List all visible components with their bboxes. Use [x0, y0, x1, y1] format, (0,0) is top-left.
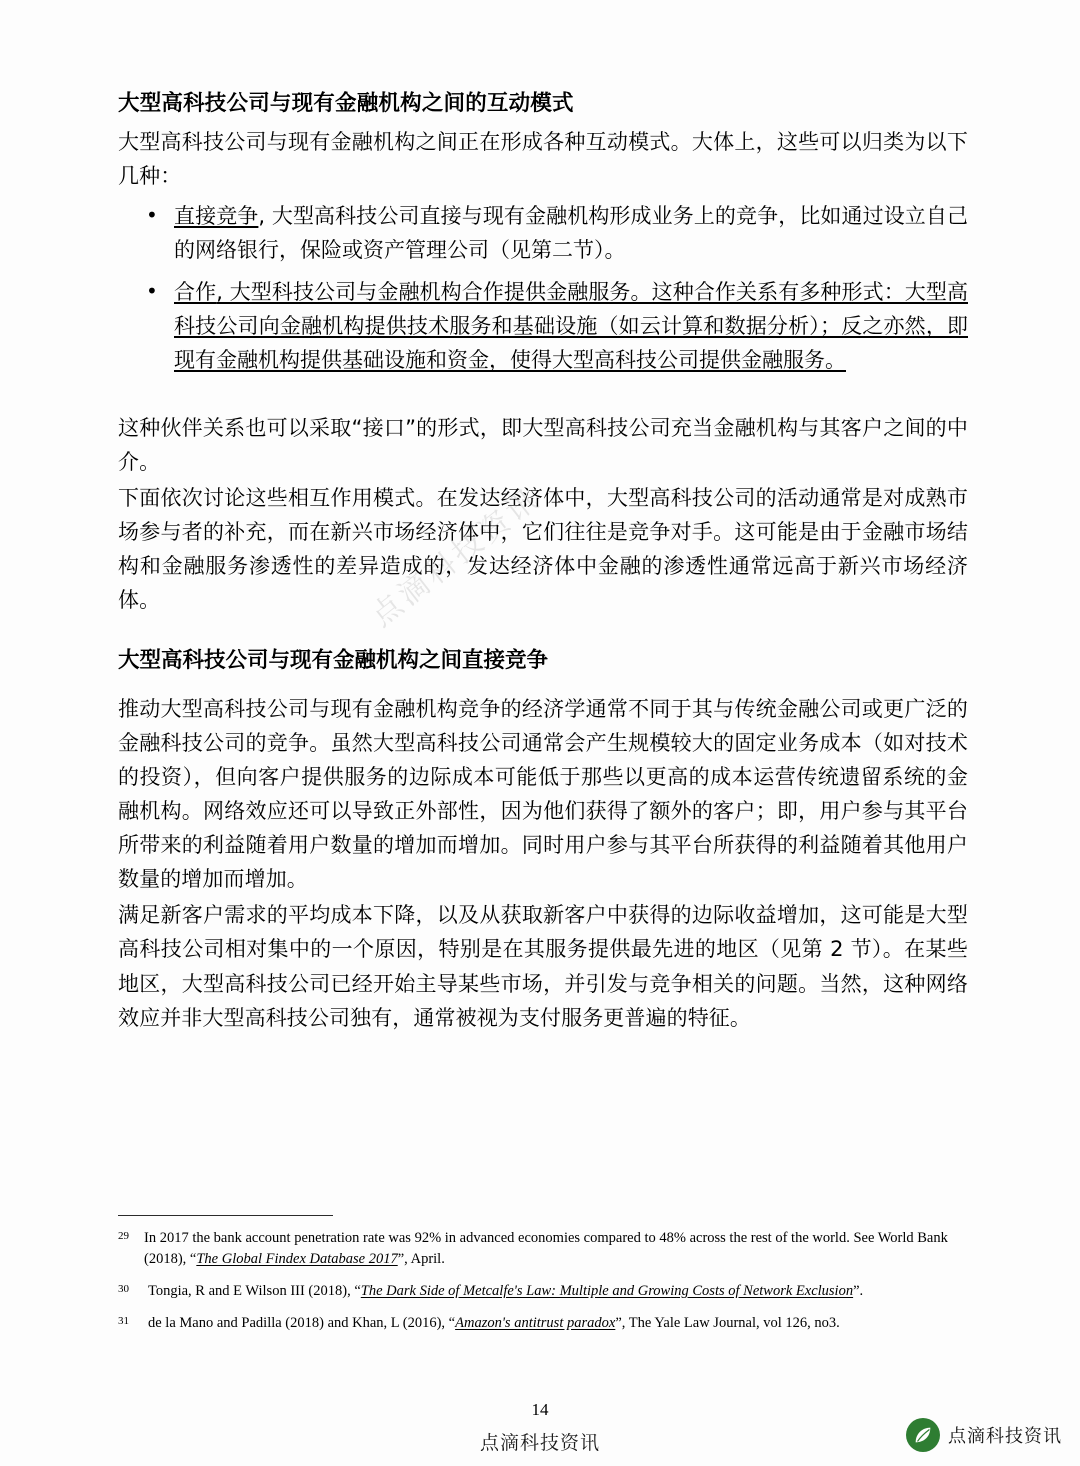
footer-brand: 点滴科技资讯 [479, 1432, 600, 1454]
footnote-text-pre: Tongia, R and E Wilson III (2018), “ [148, 1283, 361, 1300]
bullet-text-cooperation: , 大型科技公司与金融机构合作提供金融服务。这种合作关系有多种形式：大型高科技公司向金融机构提供技术服务和基础设施（如云计算和数据分析）；反之亦然，即现有金融机构提供基础设施和资金，使得大型高科技公司提供金融服务。 [174, 280, 968, 373]
footnote-31 [118, 1313, 974, 1334]
footnote-number: 29 [118, 1230, 129, 1242]
page-number: 14 [531, 1400, 549, 1419]
paragraph-discussion-order: 下面依次讨论这些相互作用模式。在发达经济体中，大型高科技公司的活动通常是对成熟市场参与者的补充，而在新兴市场经济体中，它们往往是竞争对手。这可能是由于金融市场结构和金融服务渗透性的差异造成的，发达经济体中金融的渗透性通常远高于新兴市场经济体。 [118, 486, 968, 613]
footnote-body [144, 1228, 974, 1270]
bullet-text-competition: , 大型高科技公司直接与现有金融机构形成业务上的竞争，比如通过设立自己的网络银行，保险或资产管理公司（见第二节）。 [174, 204, 969, 263]
footnote-separator [118, 1215, 333, 1216]
footnote-number: 30 [118, 1283, 129, 1296]
footnote-text-post: ”, April. [397, 1251, 445, 1268]
paragraph-average-cost: 满足新客户需求的平均成本下降，以及从获取新客户中获得的边际收益增加，这可能是大型高科技公司相对集中的一个原因，特别是在其服务提供最先进的地区（见第 2 节）。在某些地区，大型高科技公司已经开始主导某些市场，并引发与竞争相关的问题。当然，这种网络效应并非大型高科技公司独有，通常被视为支付服务更普遍的特征。 [118, 903, 968, 1030]
bullet-lead-competition: 直接竞争 [174, 204, 259, 229]
footnote-text-post: ”. [853, 1283, 864, 1300]
list-item [174, 199, 968, 267]
brand-name: 点滴科技资讯 [948, 1426, 1062, 1447]
footnote-30 [118, 1281, 974, 1302]
paragraph-competition-economics: 推动大型高科技公司与现有金融机构竞争的经济学通常不同于其与传统金融公司或更广泛的金融科技公司的竞争。虽然大型高科技公司通常会产生规模较大的固定业务成本（如对技术的投资），但向客户提供服务的边际成本可能低于那些以更高的成本运营传统遗留系统的金融机构。网络效应还可以导致正外部性，因为他们获得了额外的客户；即，用户参与其平台所带来的利益随着用户数量的增加而增加。同时用户参与其平台所获得的利益随着其他用户数量的增加而增加。 [118, 697, 968, 892]
footnote-link[interactable]: The Dark Side of Metcalfe's Law: Multiple and Growing Costs of Network Exclusion [360, 1283, 854, 1300]
footnote-text-pre: de la Mano and Padilla (2018) and Khan, L (2016), “ [148, 1315, 456, 1332]
section-heading-direct-competition: 大型高科技公司与现有金融机构之间直接竞争 [118, 648, 549, 674]
interaction-modes-list [118, 199, 968, 377]
leaf-circle-icon [906, 1418, 940, 1452]
watermark: 点滴科技资讯 [364, 480, 548, 634]
footnote-body [148, 1281, 974, 1302]
paragraph-interface-partnership: 这种伙伴关系也可以采取“接口”的形式，即大型高科技公司充当金融机构与其客户之间的中介。 [118, 416, 968, 475]
section-intro-paragraph: 大型高科技公司与现有金融机构之间正在形成各种互动模式。大体上，这些可以归类为以下几种： [118, 130, 968, 189]
footnote-text-pre: In 2017 the bank account penetration rate was 92% in advanced economies compared to 48% across the rest of the world. See World Bank (2018), “ [144, 1230, 948, 1268]
brand-badge [906, 1418, 1062, 1452]
footnote-link[interactable]: The Global Findex Database 2017 [196, 1251, 398, 1268]
document-content [118, 88, 968, 1037]
list-item [174, 275, 968, 377]
footnote-body [148, 1313, 974, 1334]
footnote-number: 31 [118, 1315, 129, 1328]
section-heading-interaction-modes: 大型高科技公司与现有金融机构之间的互动模式 [118, 91, 574, 116]
footnote-text-post: ”, The Yale Law Journal, vol 126, no3. [615, 1315, 840, 1332]
footnote-link[interactable]: Amazon's antitrust paradox [455, 1315, 616, 1332]
footnotes [118, 1228, 974, 1345]
bullet-lead-cooperation: 合作 [174, 280, 217, 305]
footnote-29 [118, 1228, 974, 1270]
